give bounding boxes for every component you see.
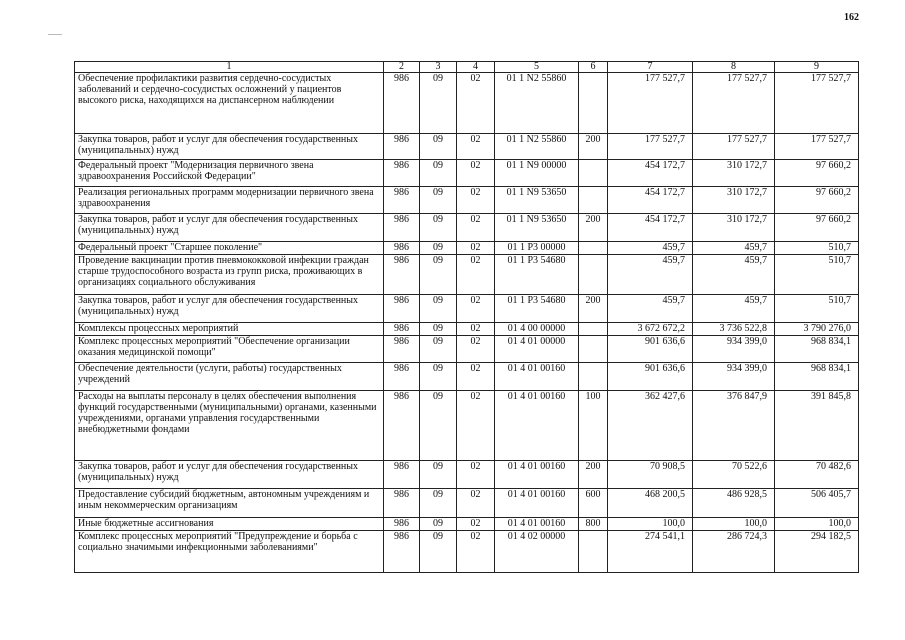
amount-cell: 3 790 276,0 bbox=[775, 323, 859, 336]
item-name: Комплекс процессных мероприятий "Предупреждение и борьба с социально значимыми инфекционными заболеваниями" bbox=[75, 531, 384, 573]
code-cell bbox=[579, 242, 608, 255]
code-cell: 02 bbox=[457, 73, 495, 134]
item-name: Иные бюджетные ассигнования bbox=[75, 518, 384, 531]
amount-cell: 70 908,5 bbox=[608, 461, 693, 489]
amount-cell: 454 172,7 bbox=[608, 160, 693, 187]
item-name: Комплексы процессных мероприятий bbox=[75, 323, 384, 336]
code-cell: 02 bbox=[457, 255, 495, 295]
code-cell: 986 bbox=[384, 363, 420, 391]
code-cell: 09 bbox=[420, 363, 457, 391]
page-number: 162 bbox=[844, 12, 859, 23]
code-cell: 986 bbox=[384, 160, 420, 187]
code-cell: 02 bbox=[457, 461, 495, 489]
amount-cell: 391 845,8 bbox=[775, 391, 859, 461]
amount-cell: 454 172,7 bbox=[608, 187, 693, 214]
amount-cell: 97 660,2 bbox=[775, 160, 859, 187]
amount-cell: 3 736 522,8 bbox=[693, 323, 775, 336]
code-cell: 02 bbox=[457, 323, 495, 336]
amount-cell: 468 200,5 bbox=[608, 489, 693, 518]
code-cell: 200 bbox=[579, 214, 608, 242]
amount-cell: 510,7 bbox=[775, 295, 859, 323]
code-cell: 986 bbox=[384, 531, 420, 573]
table-row bbox=[75, 461, 859, 489]
amount-cell: 310 172,7 bbox=[693, 187, 775, 214]
code-cell: 02 bbox=[457, 242, 495, 255]
code-cell: 02 bbox=[457, 531, 495, 573]
amount-cell: 177 527,7 bbox=[608, 73, 693, 134]
code-cell: 09 bbox=[420, 336, 457, 363]
budget-table bbox=[74, 61, 859, 573]
amount-cell: 376 847,9 bbox=[693, 391, 775, 461]
code-cell: 09 bbox=[420, 134, 457, 160]
amount-cell: 177 527,7 bbox=[693, 73, 775, 134]
scan-mark bbox=[48, 34, 62, 35]
code-cell: 01 4 01 00160 bbox=[495, 363, 579, 391]
code-cell: 02 bbox=[457, 363, 495, 391]
column-header: 4 bbox=[457, 62, 495, 73]
amount-cell: 177 527,7 bbox=[693, 134, 775, 160]
code-cell: 09 bbox=[420, 214, 457, 242]
code-cell: 02 bbox=[457, 160, 495, 187]
column-header: 1 bbox=[75, 62, 384, 73]
code-cell: 02 bbox=[457, 214, 495, 242]
amount-cell: 100,0 bbox=[775, 518, 859, 531]
item-name: Проведение вакцинации против пневмококковой инфекции граждан старше трудоспособного возраста из групп риска, проживающих в организациях социального обслуживания bbox=[75, 255, 384, 295]
item-name: Предоставление субсидий бюджетным, автономным учреждениям и иным некоммерческим организациям bbox=[75, 489, 384, 518]
code-cell: 09 bbox=[420, 242, 457, 255]
code-cell: 800 bbox=[579, 518, 608, 531]
amount-cell: 968 834,1 bbox=[775, 336, 859, 363]
code-cell: 986 bbox=[384, 323, 420, 336]
code-cell: 986 bbox=[384, 73, 420, 134]
table-row bbox=[75, 363, 859, 391]
table-row bbox=[75, 518, 859, 531]
amount-cell: 506 405,7 bbox=[775, 489, 859, 518]
table-row bbox=[75, 187, 859, 214]
table-row bbox=[75, 323, 859, 336]
column-header: 5 bbox=[495, 62, 579, 73]
code-cell: 600 bbox=[579, 489, 608, 518]
amount-cell: 177 527,7 bbox=[775, 134, 859, 160]
table-row bbox=[75, 489, 859, 518]
amount-cell: 934 399,0 bbox=[693, 363, 775, 391]
amount-cell: 510,7 bbox=[775, 255, 859, 295]
column-header: 8 bbox=[693, 62, 775, 73]
code-cell: 09 bbox=[420, 73, 457, 134]
code-cell: 09 bbox=[420, 531, 457, 573]
item-name: Закупка товаров, работ и услуг для обеспечения государственных (муниципальных) нужд bbox=[75, 214, 384, 242]
code-cell: 02 bbox=[457, 489, 495, 518]
code-cell: 01 4 01 00160 bbox=[495, 518, 579, 531]
code-cell: 100 bbox=[579, 391, 608, 461]
code-cell: 09 bbox=[420, 518, 457, 531]
code-cell bbox=[579, 363, 608, 391]
code-cell: 01 1 P3 54680 bbox=[495, 255, 579, 295]
item-name: Реализация региональных программ модернизации первичного звена здравоохранения bbox=[75, 187, 384, 214]
code-cell: 01 4 01 00160 bbox=[495, 489, 579, 518]
table-row bbox=[75, 242, 859, 255]
amount-cell: 454 172,7 bbox=[608, 214, 693, 242]
code-cell: 09 bbox=[420, 295, 457, 323]
code-cell: 986 bbox=[384, 214, 420, 242]
column-header: 6 bbox=[579, 62, 608, 73]
amount-cell: 934 399,0 bbox=[693, 336, 775, 363]
item-name: Обеспечение профилактики развития сердечно-сосудистых заболеваний и сердечно-сосудистых осложнений у пациентов высокого риска, находящихся на диспансерном наблюдении bbox=[75, 73, 384, 134]
item-name: Закупка товаров, работ и услуг для обеспечения государственных (муниципальных) нужд bbox=[75, 134, 384, 160]
code-cell: 02 bbox=[457, 187, 495, 214]
code-cell: 01 1 N2 55860 bbox=[495, 134, 579, 160]
table-row bbox=[75, 73, 859, 134]
code-cell: 02 bbox=[457, 295, 495, 323]
code-cell: 09 bbox=[420, 489, 457, 518]
code-cell: 01 1 P3 54680 bbox=[495, 295, 579, 323]
amount-cell: 362 427,6 bbox=[608, 391, 693, 461]
table-row bbox=[75, 255, 859, 295]
amount-cell: 310 172,7 bbox=[693, 160, 775, 187]
code-cell: 02 bbox=[457, 336, 495, 363]
code-cell: 01 4 01 00000 bbox=[495, 336, 579, 363]
code-cell: 986 bbox=[384, 336, 420, 363]
code-cell: 09 bbox=[420, 391, 457, 461]
code-cell: 02 bbox=[457, 391, 495, 461]
code-cell bbox=[579, 323, 608, 336]
amount-cell: 459,7 bbox=[693, 255, 775, 295]
amount-cell: 968 834,1 bbox=[775, 363, 859, 391]
amount-cell: 70 522,6 bbox=[693, 461, 775, 489]
amount-cell: 459,7 bbox=[608, 295, 693, 323]
code-cell bbox=[579, 255, 608, 295]
amount-cell: 486 928,5 bbox=[693, 489, 775, 518]
code-cell: 986 bbox=[384, 134, 420, 160]
code-cell: 01 1 N9 53650 bbox=[495, 187, 579, 214]
code-cell: 200 bbox=[579, 134, 608, 160]
column-number-row bbox=[75, 62, 859, 73]
column-header: 9 bbox=[775, 62, 859, 73]
code-cell bbox=[579, 336, 608, 363]
table-row bbox=[75, 214, 859, 242]
code-cell: 986 bbox=[384, 255, 420, 295]
table-row bbox=[75, 295, 859, 323]
code-cell: 01 4 00 00000 bbox=[495, 323, 579, 336]
item-name: Расходы на выплаты персоналу в целях обеспечения выполнения функций государственными (муниципальными) органами, казенными учреждениями, органами управления государственными внебюджетными фондами bbox=[75, 391, 384, 461]
code-cell: 200 bbox=[579, 295, 608, 323]
code-cell: 01 1 N2 55860 bbox=[495, 73, 579, 134]
amount-cell: 274 541,1 bbox=[608, 531, 693, 573]
code-cell: 01 4 02 00000 bbox=[495, 531, 579, 573]
amount-cell: 459,7 bbox=[693, 295, 775, 323]
code-cell bbox=[579, 73, 608, 134]
amount-cell: 459,7 bbox=[608, 255, 693, 295]
code-cell: 09 bbox=[420, 160, 457, 187]
table-row bbox=[75, 336, 859, 363]
code-cell: 986 bbox=[384, 187, 420, 214]
amount-cell: 901 636,6 bbox=[608, 363, 693, 391]
amount-cell: 3 672 672,2 bbox=[608, 323, 693, 336]
code-cell: 200 bbox=[579, 461, 608, 489]
amount-cell: 294 182,5 bbox=[775, 531, 859, 573]
code-cell: 09 bbox=[420, 255, 457, 295]
code-cell: 01 4 01 00160 bbox=[495, 391, 579, 461]
code-cell: 01 4 01 00160 bbox=[495, 461, 579, 489]
amount-cell: 70 482,6 bbox=[775, 461, 859, 489]
item-name: Закупка товаров, работ и услуг для обеспечения государственных (муниципальных) нужд bbox=[75, 295, 384, 323]
amount-cell: 177 527,7 bbox=[608, 134, 693, 160]
code-cell: 986 bbox=[384, 391, 420, 461]
code-cell: 01 1 P3 00000 bbox=[495, 242, 579, 255]
code-cell: 09 bbox=[420, 461, 457, 489]
amount-cell: 310 172,7 bbox=[693, 214, 775, 242]
code-cell: 01 1 N9 53650 bbox=[495, 214, 579, 242]
code-cell bbox=[579, 187, 608, 214]
amount-cell: 177 527,7 bbox=[775, 73, 859, 134]
column-header: 3 bbox=[420, 62, 457, 73]
amount-cell: 286 724,3 bbox=[693, 531, 775, 573]
code-cell: 02 bbox=[457, 134, 495, 160]
code-cell: 986 bbox=[384, 461, 420, 489]
table-row bbox=[75, 531, 859, 573]
code-cell: 986 bbox=[384, 242, 420, 255]
item-name: Комплекс процессных мероприятий "Обеспечение организации оказания медицинской помощи" bbox=[75, 336, 384, 363]
column-header: 2 bbox=[384, 62, 420, 73]
code-cell bbox=[579, 160, 608, 187]
code-cell: 02 bbox=[457, 518, 495, 531]
amount-cell: 459,7 bbox=[608, 242, 693, 255]
amount-cell: 459,7 bbox=[693, 242, 775, 255]
code-cell: 986 bbox=[384, 489, 420, 518]
amount-cell: 901 636,6 bbox=[608, 336, 693, 363]
table-row bbox=[75, 160, 859, 187]
amount-cell: 100,0 bbox=[608, 518, 693, 531]
table-row bbox=[75, 391, 859, 461]
code-cell bbox=[579, 531, 608, 573]
code-cell: 986 bbox=[384, 518, 420, 531]
amount-cell: 100,0 bbox=[693, 518, 775, 531]
item-name: Обеспечение деятельности (услуги, работы) государственных учреждений bbox=[75, 363, 384, 391]
amount-cell: 97 660,2 bbox=[775, 187, 859, 214]
table-row bbox=[75, 134, 859, 160]
column-header: 7 bbox=[608, 62, 693, 73]
code-cell: 09 bbox=[420, 323, 457, 336]
code-cell: 01 1 N9 00000 bbox=[495, 160, 579, 187]
amount-cell: 510,7 bbox=[775, 242, 859, 255]
code-cell: 09 bbox=[420, 187, 457, 214]
item-name: Федеральный проект "Модернизация первичного звена здравоохранения Российской Федерации" bbox=[75, 160, 384, 187]
amount-cell: 97 660,2 bbox=[775, 214, 859, 242]
code-cell: 986 bbox=[384, 295, 420, 323]
item-name: Федеральный проект "Старшее поколение" bbox=[75, 242, 384, 255]
item-name: Закупка товаров, работ и услуг для обеспечения государственных (муниципальных) нужд bbox=[75, 461, 384, 489]
